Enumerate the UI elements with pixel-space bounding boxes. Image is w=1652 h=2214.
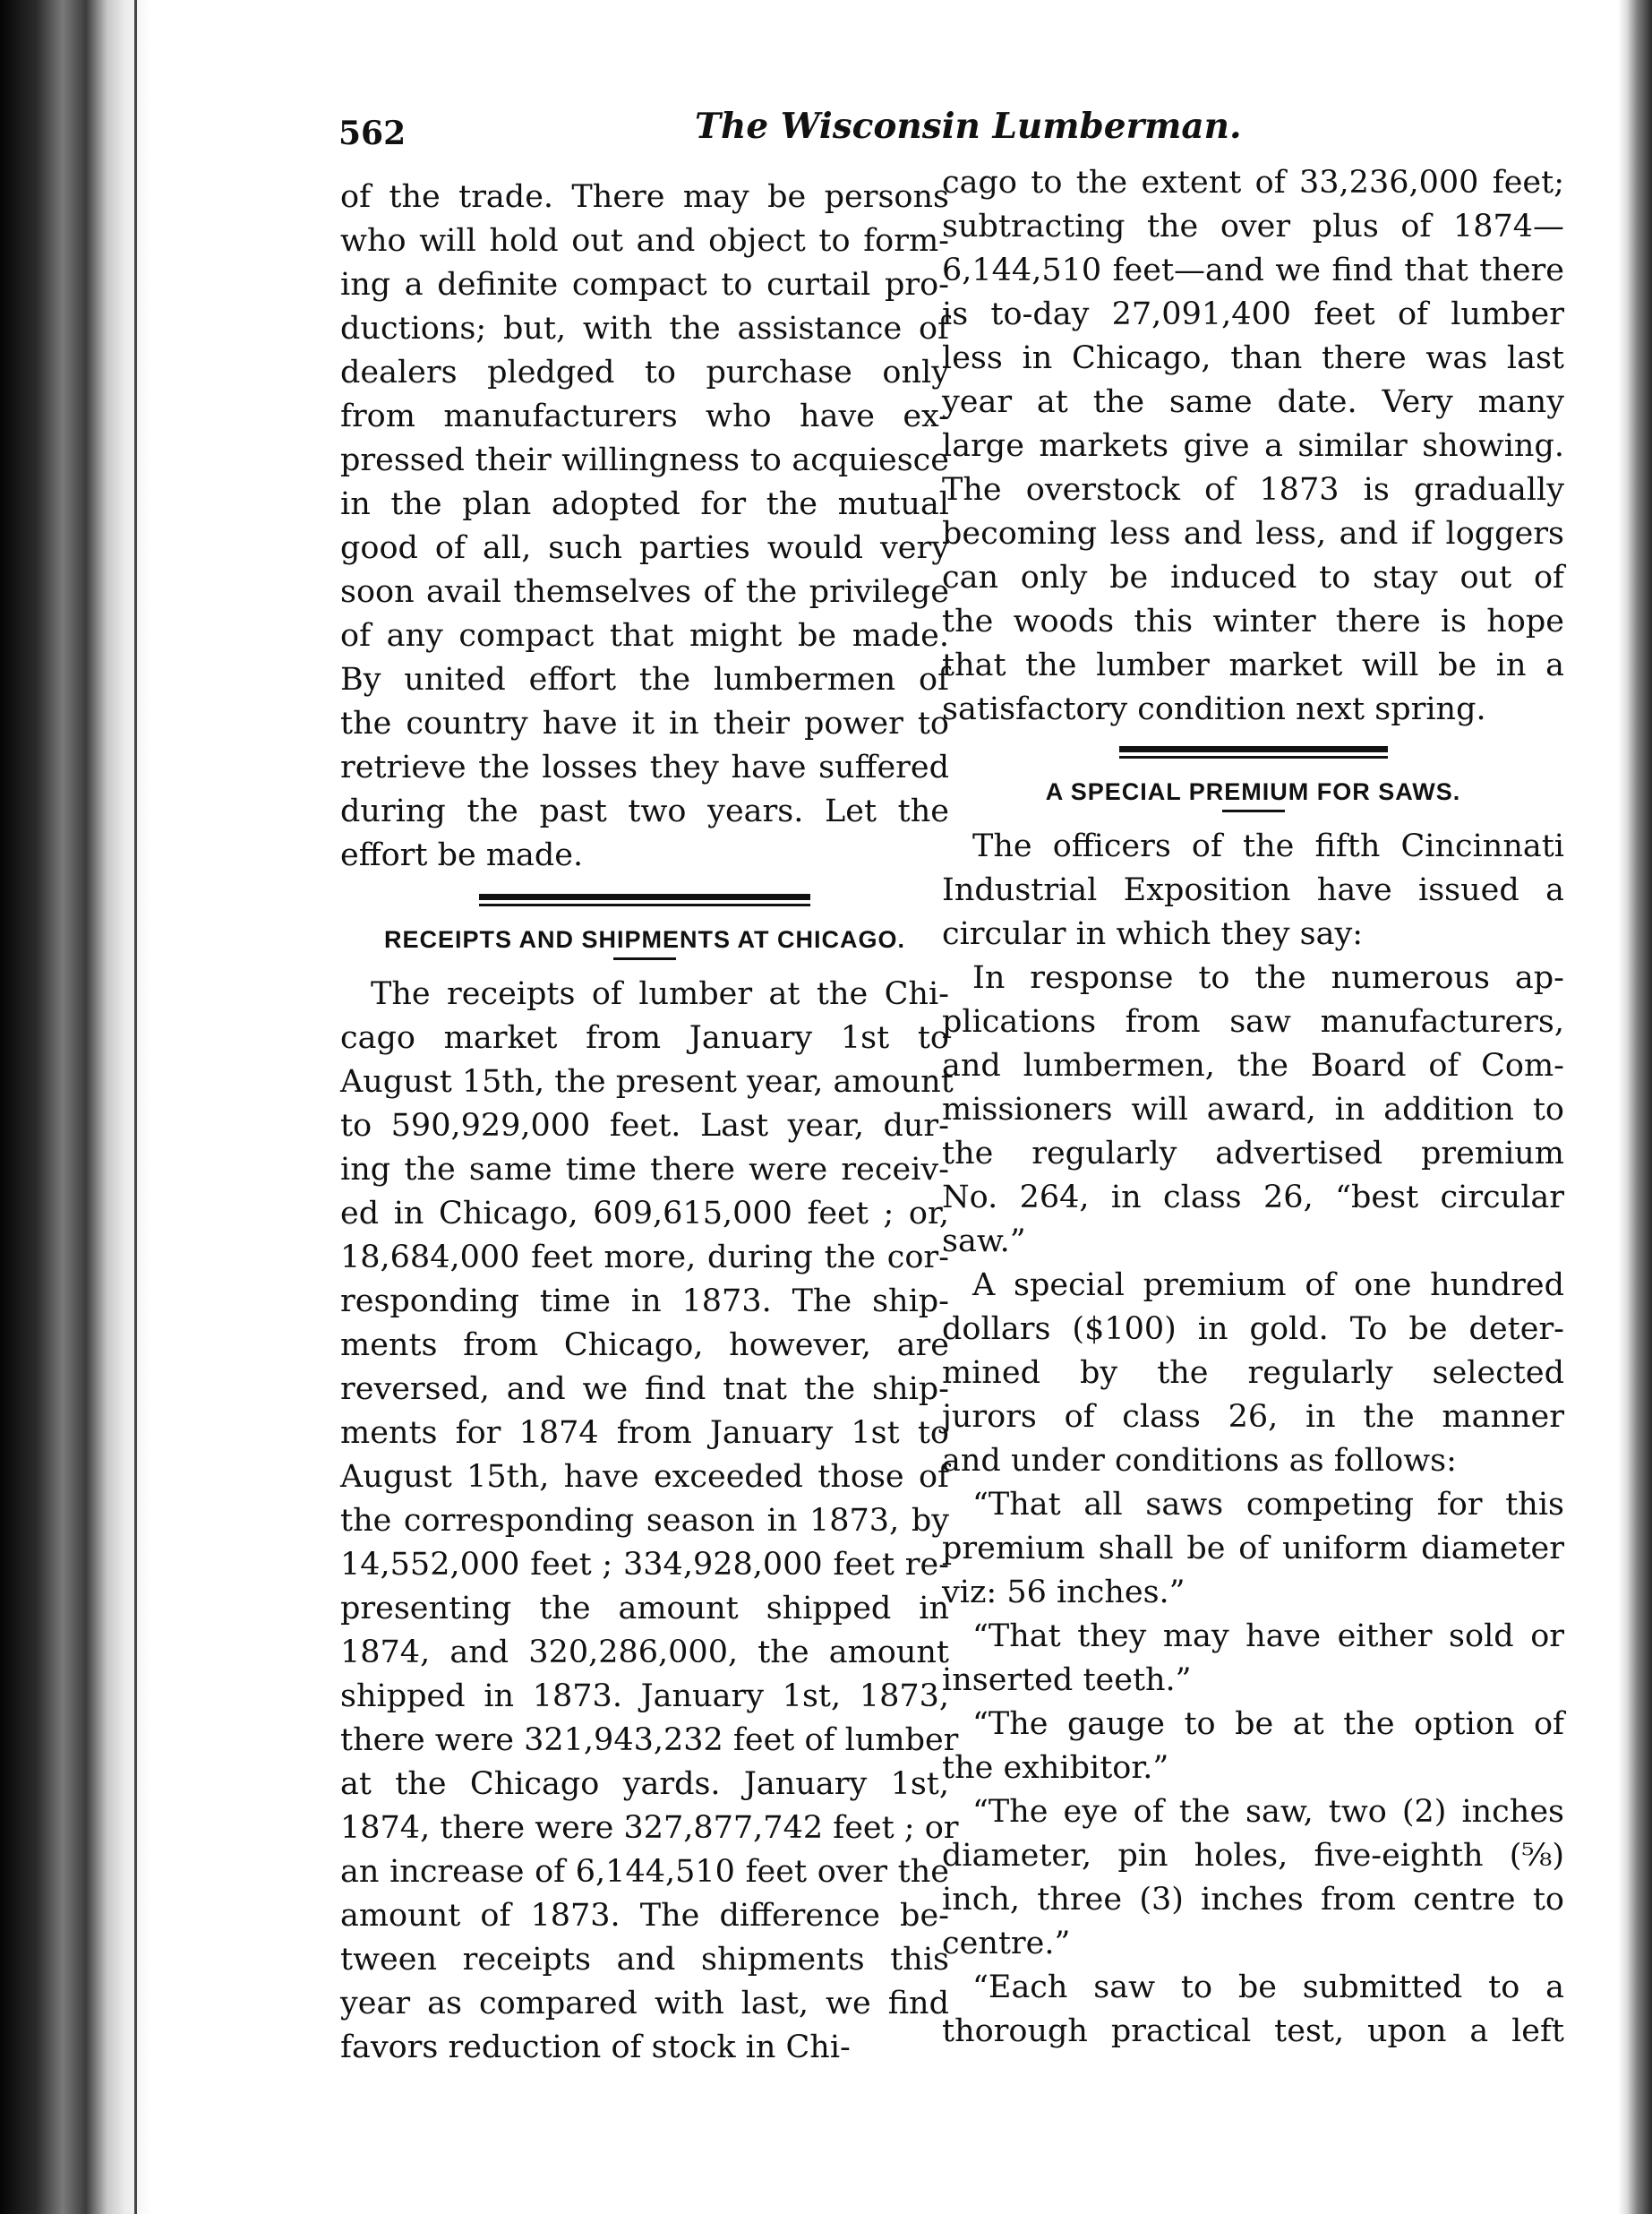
text-line: the exhibitor.” [942, 1750, 1169, 1786]
text-line: August 15th, the present year, amount [340, 1064, 954, 1100]
text-line: presenting the amount shipped in [340, 1591, 949, 1626]
text-line: “That they may have either sold or [972, 1618, 1564, 1654]
text-line: inserted teeth.” [942, 1662, 1192, 1698]
text-line: pressed their willingness to acquiesce [340, 442, 949, 478]
text-line: from manufacturers who have ex- [340, 399, 949, 434]
text-line: jurors of class 26, in the manner [942, 1399, 1564, 1435]
text-line: By united effort the lumbermen of [340, 662, 949, 698]
text-line: to 590,929,000 feet. Last year, dur- [340, 1108, 949, 1144]
text-line: mined by the regularly selected [942, 1355, 1564, 1391]
text-line: viz: 56 inches.” [942, 1575, 1186, 1610]
text-line: shipped in 1873. January 1st, 1873, [340, 1678, 949, 1714]
text-line: cago to the extent of 33,236,000 feet; [942, 165, 1564, 201]
text-line: at the Chicago yards. January 1st, [340, 1766, 949, 1802]
text-line: “The gauge to be at the option of [972, 1706, 1564, 1742]
title-underline [1222, 810, 1285, 812]
text-line: circular in which they say: [942, 916, 1364, 952]
text-line: August 15th, have exceeded those of [340, 1459, 949, 1495]
text-line: The receipts of lumber at the Chi- [371, 976, 949, 1012]
text-line: The overstock of 1873 is gradually [942, 472, 1564, 508]
text-line: an increase of 6,144,510 feet over the [340, 1854, 949, 1890]
right-column [942, 161, 1564, 2054]
right-paragraph-2 [942, 825, 1564, 957]
text-line: premium shall be of uniform diameter [942, 1531, 1564, 1566]
text-line: “That all saws competing for this [972, 1487, 1564, 1523]
right-paragraph-5 [942, 1483, 1564, 1615]
text-line: effort be made. [340, 837, 584, 873]
text-line: in the plan adopted for the mutual [340, 486, 949, 522]
right-paragraph-1 [942, 161, 1564, 732]
text-line: No. 264, in class 26, “best circular [942, 1180, 1564, 1215]
text-line: retrieve the losses they have suffered [340, 750, 949, 785]
section-title-saws: A SPECIAL PREMIUM FOR SAWS. [1045, 778, 1461, 805]
text-line: amount of 1873. The difference be- [340, 1898, 949, 1934]
text-line: plications from saw manufacturers, [942, 1004, 1564, 1040]
text-line: there were 321,943,232 feet of lumber [340, 1722, 959, 1758]
text-line: responding time in 1873. The ship- [340, 1283, 949, 1319]
text-line: year as compared with last, we find [340, 1986, 949, 2021]
text-line: large markets give a similar showing. [942, 428, 1564, 464]
text-line: of any compact that might be made. [340, 618, 949, 654]
text-line: the regularly advertised premium [942, 1136, 1564, 1171]
left-paragraph-2 [340, 973, 959, 2070]
section-title-receipts: RECEIPTS AND SHIPMENTS AT CHICAGO. [383, 926, 906, 953]
text-line: ments from Chicago, however, are [340, 1327, 949, 1363]
text-line: 18,684,000 feet more, during the cor- [340, 1240, 949, 1275]
text-line: and under conditions as follows: [942, 1443, 1457, 1479]
text-line: 1874, and 320,286,000, the amount [340, 1635, 949, 1670]
right-paragraph-4 [942, 1264, 1564, 1483]
text-line: ed in Chicago, 609,615,000 feet ; or, [340, 1196, 949, 1231]
text-line: diameter, pin holes, five-eighth (⅝) [942, 1838, 1564, 1874]
text-line: ing the same time there were receiv- [340, 1152, 949, 1188]
text-line: the woods this winter there is hope [942, 604, 1564, 639]
text-line: dollars ($100) in gold. To be deter- [942, 1311, 1564, 1347]
right-paragraph-9 [942, 1966, 1564, 2054]
text-line: tween receipts and shipments this [340, 1942, 949, 1978]
text-line: during the past two years. Let the [340, 794, 949, 829]
text-line: satisfactory condition next spring. [942, 691, 1486, 727]
right-paragraph-6 [942, 1615, 1564, 1703]
left-paragraph-1 [340, 176, 949, 878]
section-divider [479, 894, 810, 906]
text-line: less in Chicago, than there was last [942, 340, 1564, 376]
text-line: reversed, and we find tnat the ship- [340, 1371, 949, 1407]
title-underline [613, 957, 676, 960]
text-line: good of all, such parties would very [340, 530, 949, 566]
text-line: The officers of the fifth Cincinnati [972, 828, 1564, 864]
text-line: dealers pledged to purchase only [340, 355, 949, 390]
text-line: In response to the numerous ap- [972, 960, 1564, 996]
text-line: becoming less and less, and if loggers [942, 516, 1564, 552]
text-line: favors reduction of stock in Chi- [340, 2030, 851, 2065]
text-line: the country have it in their power to [340, 706, 949, 742]
text-line: 1874, there were 327,877,742 feet ; or [340, 1810, 959, 1846]
text-line: subtracting the over plus of 1874— [942, 209, 1564, 245]
text-line: “The eye of the saw, two (2) inches [972, 1794, 1564, 1830]
text-line: is to-day 27,091,400 feet of lumber [942, 296, 1564, 332]
text-line: thorough practical test, upon a left [942, 2013, 1564, 2049]
text-line: that the lumber market will be in a [942, 648, 1564, 683]
text-line: ments for 1874 from January 1st to [340, 1415, 949, 1451]
text-line: ductions; but, with the assistance of [340, 311, 949, 347]
running-head: The Wisconsin Lumberman. [695, 106, 1242, 147]
text-line: soon avail themselves of the privilege [340, 574, 949, 610]
right-paragraph-8 [942, 1790, 1564, 1966]
right-paragraph-3 [942, 957, 1564, 1264]
text-line: missioners will award, in addition to [942, 1092, 1564, 1128]
text-line: 6,144,510 feet—and we find that there [942, 253, 1564, 288]
text-line: 14,552,000 feet ; 334,928,000 feet re- [340, 1547, 949, 1583]
text-line: centre.” [942, 1926, 1071, 1961]
text-line: and lumbermen, the Board of Com- [942, 1048, 1564, 1084]
text-line: A special premium of one hundred [972, 1267, 1564, 1303]
text-line: Industrial Exposition have issued a [942, 872, 1564, 908]
text-line: can only be induced to stay out of [942, 560, 1564, 596]
right-paragraph-7 [942, 1703, 1564, 1790]
text-line: ing a definite compact to curtail pro- [340, 267, 949, 303]
text-line: inch, three (3) inches from centre to [942, 1882, 1564, 1918]
text-line: saw.” [942, 1223, 1026, 1259]
left-column [340, 176, 959, 2070]
page-number: 562 [338, 115, 407, 152]
text-line: the corresponding season in 1873, by [340, 1503, 949, 1539]
text-line: year at the same date. Very many [942, 384, 1564, 420]
text-line: cago market from January 1st to [340, 1020, 949, 1056]
text-line: who will hold out and object to form- [340, 223, 949, 259]
section-divider [1119, 746, 1388, 759]
text-line: “Each saw to be submitted to a [972, 1969, 1564, 2005]
text-line: of the trade. There may be persons [340, 179, 949, 215]
